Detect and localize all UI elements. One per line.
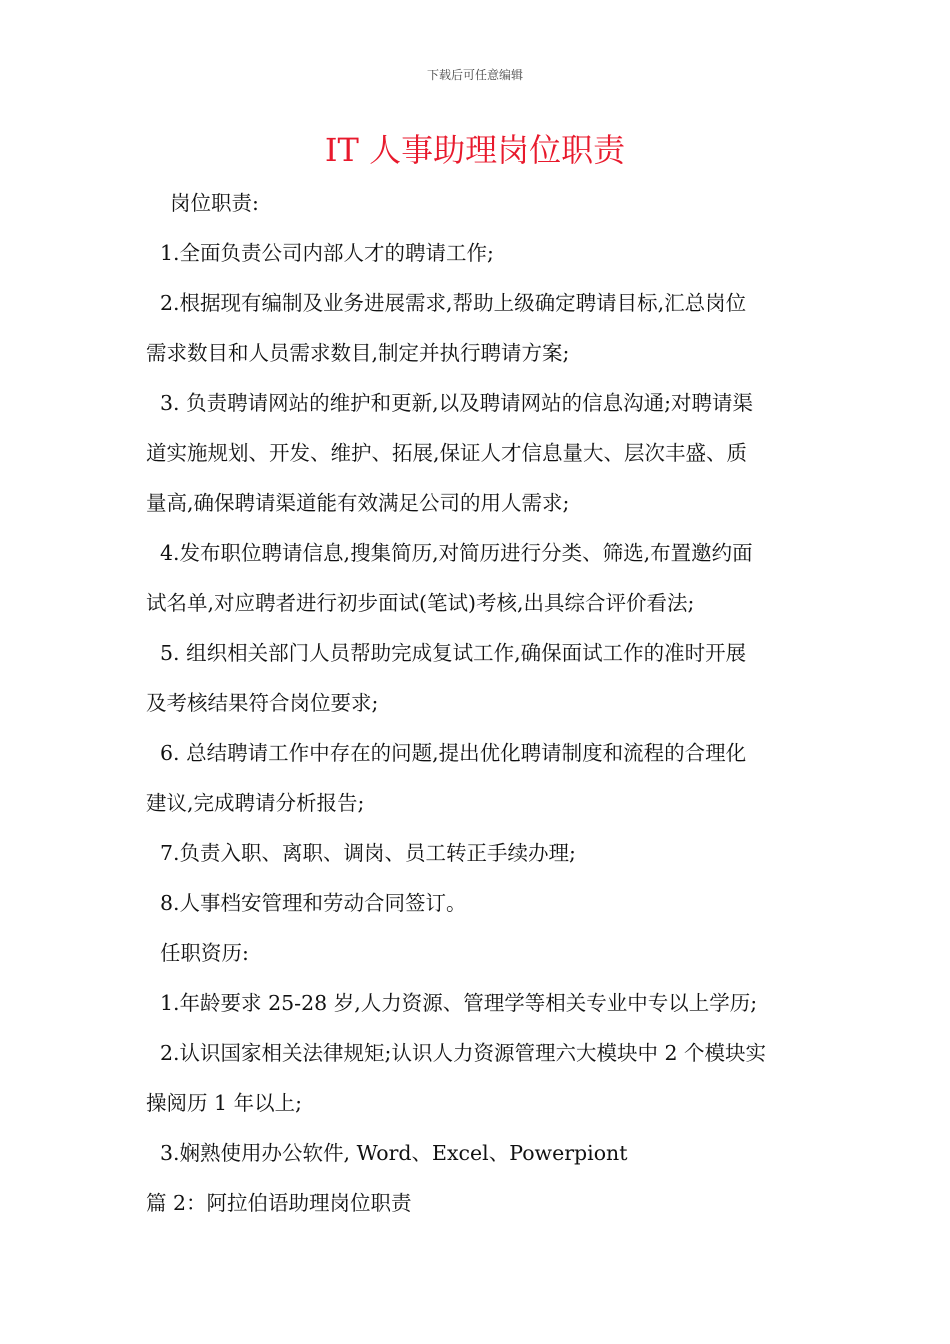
body-line: 2.认识国家相关法律规矩;认识人力资源管理六大模块中 2 个模块实 xyxy=(160,1041,767,1065)
body-line: 量高,确保聘请渠道能有效满足公司的用人需求; xyxy=(146,491,570,515)
body-line: 道实施规划、开发、维护、拓展,保证人才信息量大、层次丰盛、质 xyxy=(146,441,748,465)
section-heading: 篇 2：阿拉伯语助理岗位职责 xyxy=(146,1191,412,1215)
document-title: IT 人事助理岗位职责 xyxy=(324,131,626,169)
body-line: 1.年龄要求 25-28 岁,人力资源、管理学等相关专业中专以上学历; xyxy=(160,991,758,1015)
body-line: 试名单,对应聘者进行初步面试(笔试)考核,出具综合评价看法; xyxy=(146,591,695,615)
body-line: 任职资历: xyxy=(160,941,249,965)
body-line: 建议,完成聘请分析报告; xyxy=(146,791,365,815)
header-note: 下载后可任意编辑 xyxy=(426,68,523,82)
body-line: 3.娴熟使用办公软件, Word、Excel、Powerpiont xyxy=(160,1141,628,1165)
body-line: 及考核结果符合岗位要求; xyxy=(146,691,379,715)
body-line: 2.根据现有编制及业务进展需求,帮助上级确定聘请目标,汇总岗位 xyxy=(160,291,747,315)
body-line: 4.发布职位聘请信息,搜集简历,对简历进行分类、筛选,布置邀约面 xyxy=(160,541,753,565)
body-line: 操阅历 1 年以上; xyxy=(146,1091,302,1115)
body-line: 8.人事档安管理和劳动合同签订。 xyxy=(160,891,467,915)
body-line: 3. 负责聘请网站的维护和更新,以及聘请网站的信息沟通;对聘请渠 xyxy=(160,391,753,415)
body-line: 5. 组织相关部门人员帮助完成复试工作,确保面试工作的准时开展 xyxy=(160,641,747,665)
body-line: 6. 总结聘请工作中存在的问题,提出优化聘请制度和流程的合理化 xyxy=(160,741,747,765)
body-line: 1.全面负责公司内部人才的聘请工作; xyxy=(160,241,494,265)
body-line: 7.负责入职、离职、调岗、员工转正手续办理; xyxy=(160,841,576,865)
body-line: 岗位职责: xyxy=(170,191,259,215)
body-line: 需求数目和人员需求数目,制定并执行聘请方案; xyxy=(146,341,570,365)
